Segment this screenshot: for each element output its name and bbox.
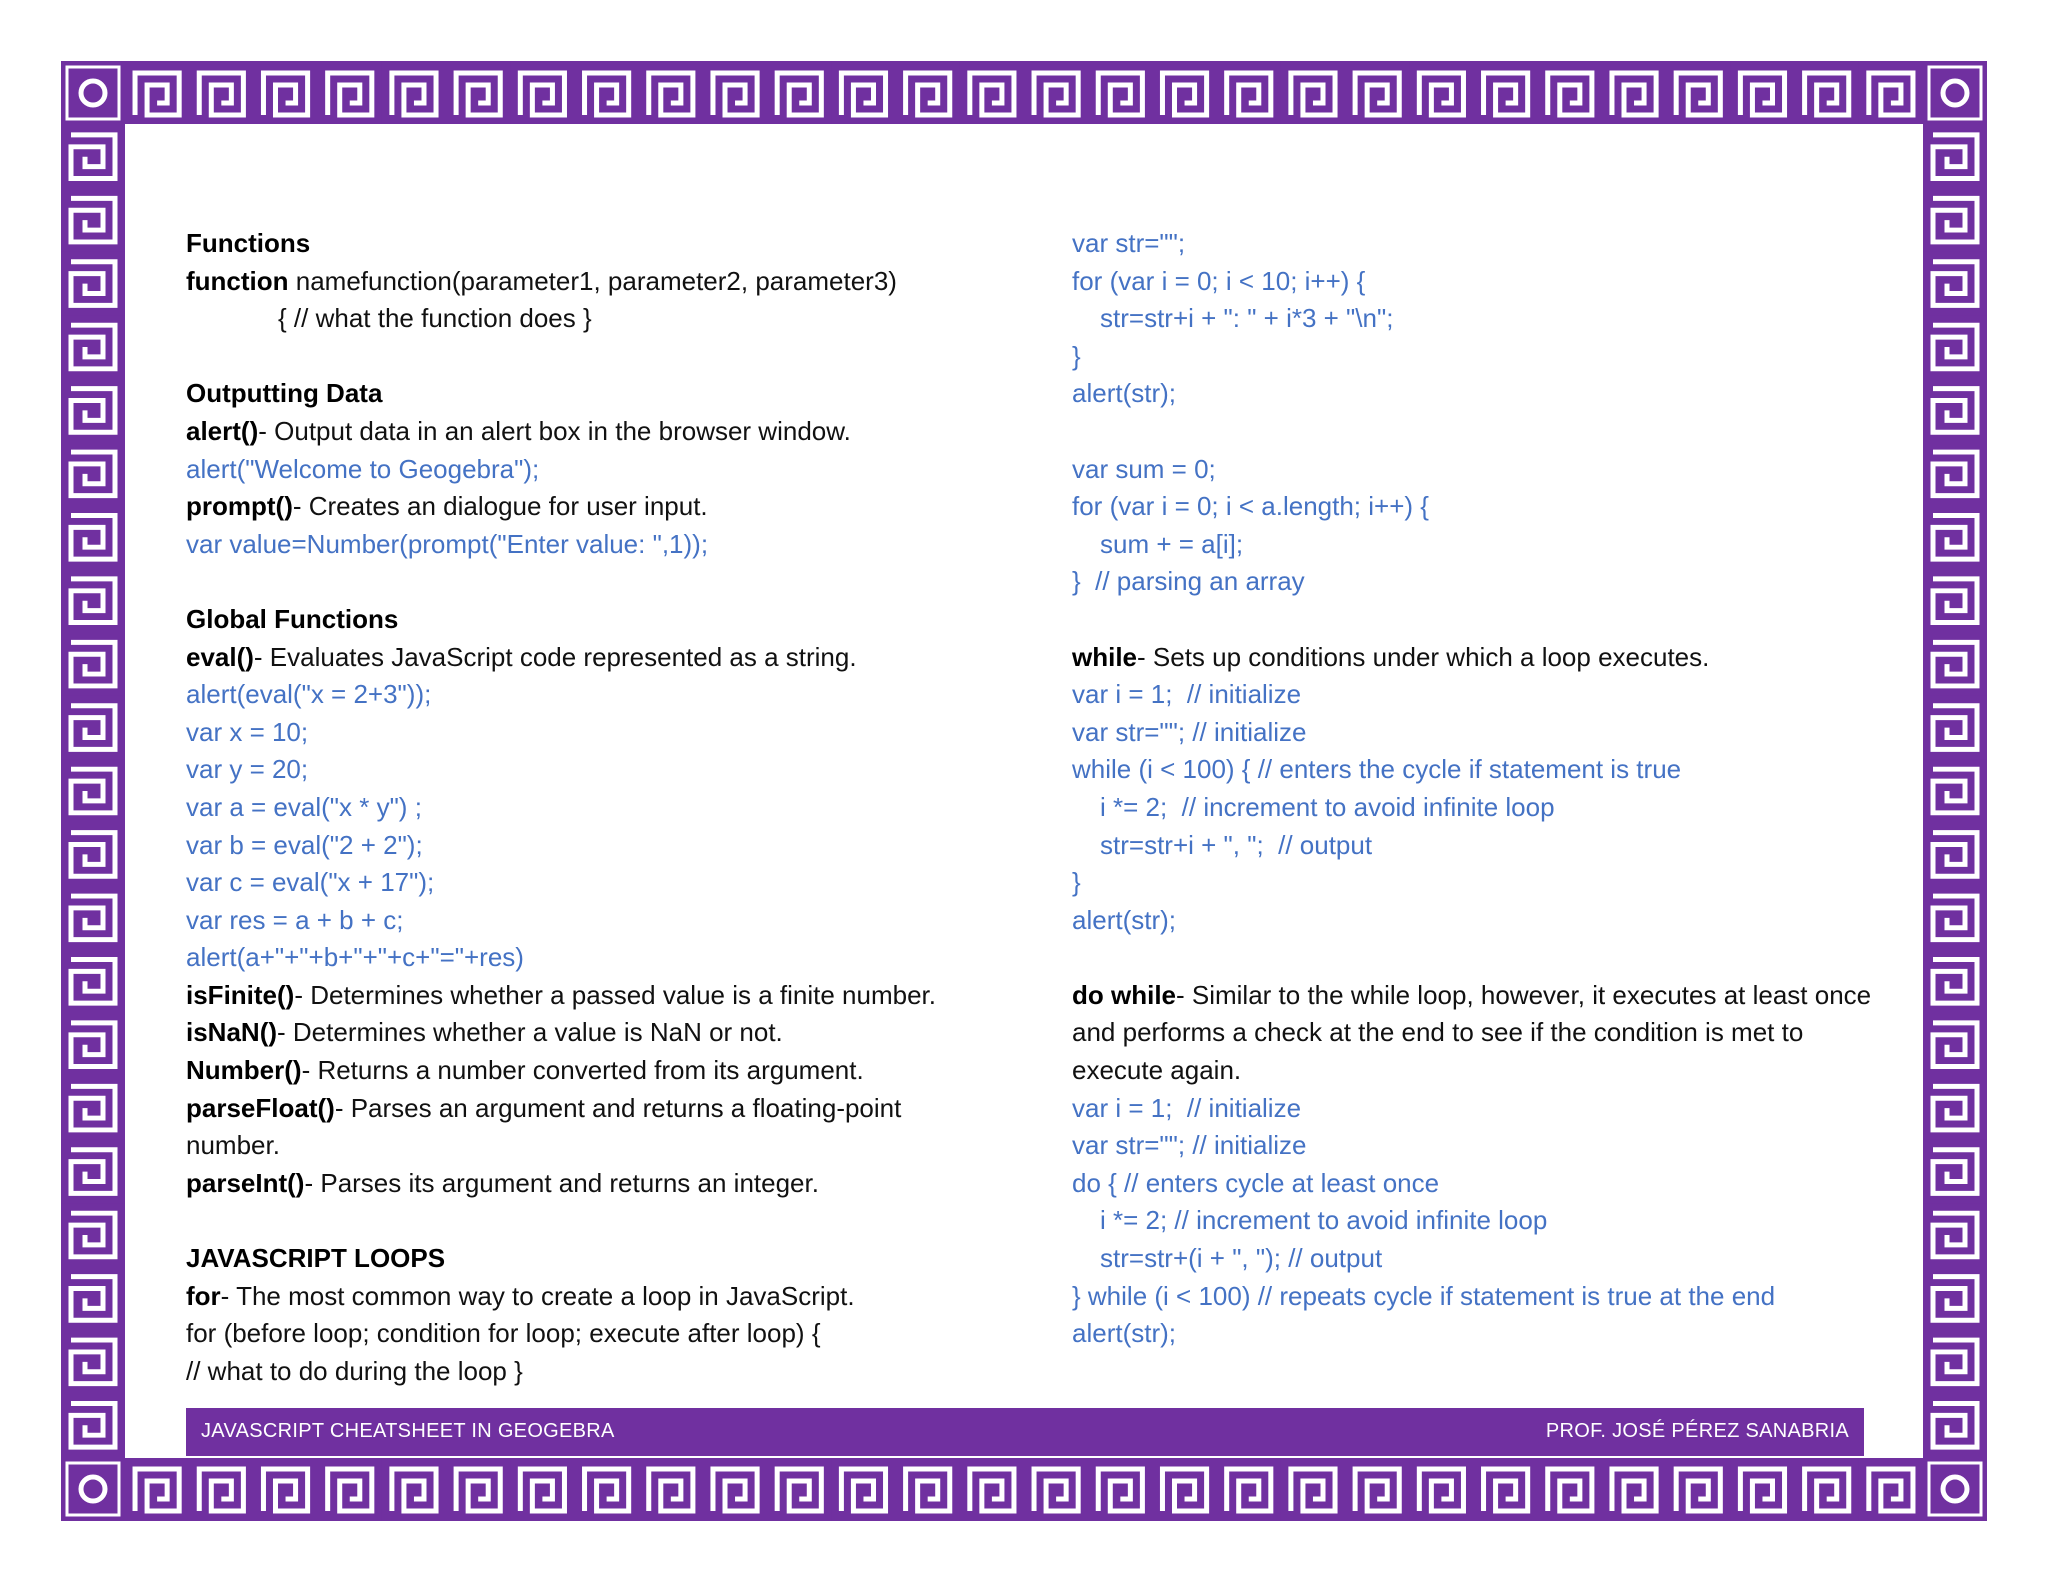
- while-code-line: while (i < 100) { // enters the cycle if statement is true: [1072, 754, 1682, 785]
- right-column: [1072, 225, 1892, 1353]
- eval-code-line: var y = 20;: [186, 754, 309, 785]
- eval-definition: eval()- Evaluates JavaScript code represented as a string.: [186, 641, 857, 672]
- array-example-line: sum + = a[i];: [1100, 528, 1244, 559]
- isfinite-definition: isFinite()- Determines whether a passed value is a finite number.: [186, 979, 937, 1010]
- do-while-code-line: i *= 2; // increment to avoid infinite loop: [1100, 1205, 1548, 1236]
- for-example-line: str=str+i + ": " + i*3 + "\n";: [1100, 303, 1394, 334]
- prompt-code: var value=Number(prompt("Enter value: ",1));: [186, 528, 709, 559]
- global-functions-heading: Global Functions: [186, 603, 399, 634]
- prompt-definition: prompt()- Creates an dialogue for user input.: [186, 491, 708, 522]
- for-example-line: var str="";: [1072, 228, 1186, 258]
- while-code-line: var i = 1; // initialize: [1072, 679, 1302, 710]
- for-definition: for- The most common way to create a loop in JavaScript.: [186, 1280, 855, 1311]
- for-example-line: }: [1072, 340, 1081, 371]
- array-example-line: for (var i = 0; i < a.length; i++) {: [1072, 491, 1429, 522]
- do-while-code-line: do { // enters cycle at least once: [1072, 1167, 1440, 1198]
- while-code-line: i *= 2; // increment to avoid infinite loop: [1100, 791, 1555, 822]
- alert-definition: alert()- Output data in an alert box in the browser window.: [186, 415, 851, 446]
- isnan-definition: isNaN()- Determines whether a value is NaN or not.: [186, 1017, 783, 1048]
- outputting-data-heading: Outputting Data: [186, 378, 383, 409]
- parseint-definition: parseInt()- Parses its argument and returns an integer.: [186, 1167, 819, 1198]
- footer-bar: [186, 1408, 1864, 1456]
- number-definition: Number()- Returns a number converted from its argument.: [186, 1055, 864, 1086]
- functions-heading: Functions: [186, 228, 311, 258]
- do-while-code-line: var str=""; // initialize: [1072, 1130, 1307, 1161]
- eval-code-line: var a = eval("x * y") ;: [186, 791, 422, 822]
- do-while-definition: do while- Similar to the while loop, however, it executes at least once and performs a check at the end to see if the condition is met to execute again.: [1072, 979, 1872, 1086]
- while-code-line: alert(str);: [1072, 904, 1176, 935]
- while-code-line: }: [1072, 867, 1081, 898]
- function-body: { // what the function does }: [278, 303, 592, 334]
- do-while-code-line: alert(str);: [1072, 1318, 1176, 1349]
- function-signature: function namefunction(parameter1, parameter2, parameter3): [186, 265, 897, 296]
- array-example-line: } // parsing an array: [1072, 566, 1305, 597]
- footer-title: JAVASCRIPT CHEATSHEET IN GEOGEBRA: [201, 1420, 615, 1442]
- while-definition: while- Sets up conditions under which a loop executes.: [1072, 641, 1710, 672]
- for-body: // what to do during the loop }: [186, 1355, 523, 1386]
- parsefloat-definition: parseFloat()- Parses an argument and returns a floating-point: [186, 1092, 902, 1123]
- javascript-loops-heading: JAVASCRIPT LOOPS: [186, 1243, 446, 1274]
- eval-code-line: alert(a+"+"+b+"+"+c+"="+res): [186, 942, 524, 973]
- array-example-line: var sum = 0;: [1072, 453, 1216, 484]
- footer-author: PROF. JOSÉ PÉREZ SANABRIA: [1545, 1420, 1849, 1442]
- eval-code-line: var c = eval("x + 17");: [186, 867, 435, 898]
- do-while-code-line: var i = 1; // initialize: [1072, 1092, 1302, 1123]
- left-column: [186, 225, 1066, 1390]
- do-while-code-line: str=str+(i + ", "); // output: [1100, 1243, 1383, 1274]
- for-example-line: for (var i = 0; i < 10; i++) {: [1072, 265, 1366, 296]
- alert-code: alert("Welcome to Geogebra");: [186, 453, 540, 484]
- parsefloat-definition-cont: number.: [186, 1130, 280, 1161]
- while-code-line: str=str+i + ", "; // output: [1100, 829, 1373, 860]
- eval-code-line: var res = a + b + c;: [186, 904, 404, 935]
- for-example-line: alert(str);: [1072, 378, 1176, 409]
- eval-code-line: var b = eval("2 + 2");: [186, 829, 423, 860]
- eval-code-line: var x = 10;: [186, 716, 309, 747]
- while-code-line: var str=""; // initialize: [1072, 716, 1307, 747]
- for-syntax: for (before loop; condition for loop; execute after loop) {: [186, 1318, 821, 1349]
- do-while-code-line: } while (i < 100) // repeats cycle if statement is true at the end: [1072, 1280, 1776, 1311]
- eval-code-line: alert(eval("x = 2+3"));: [186, 679, 432, 710]
